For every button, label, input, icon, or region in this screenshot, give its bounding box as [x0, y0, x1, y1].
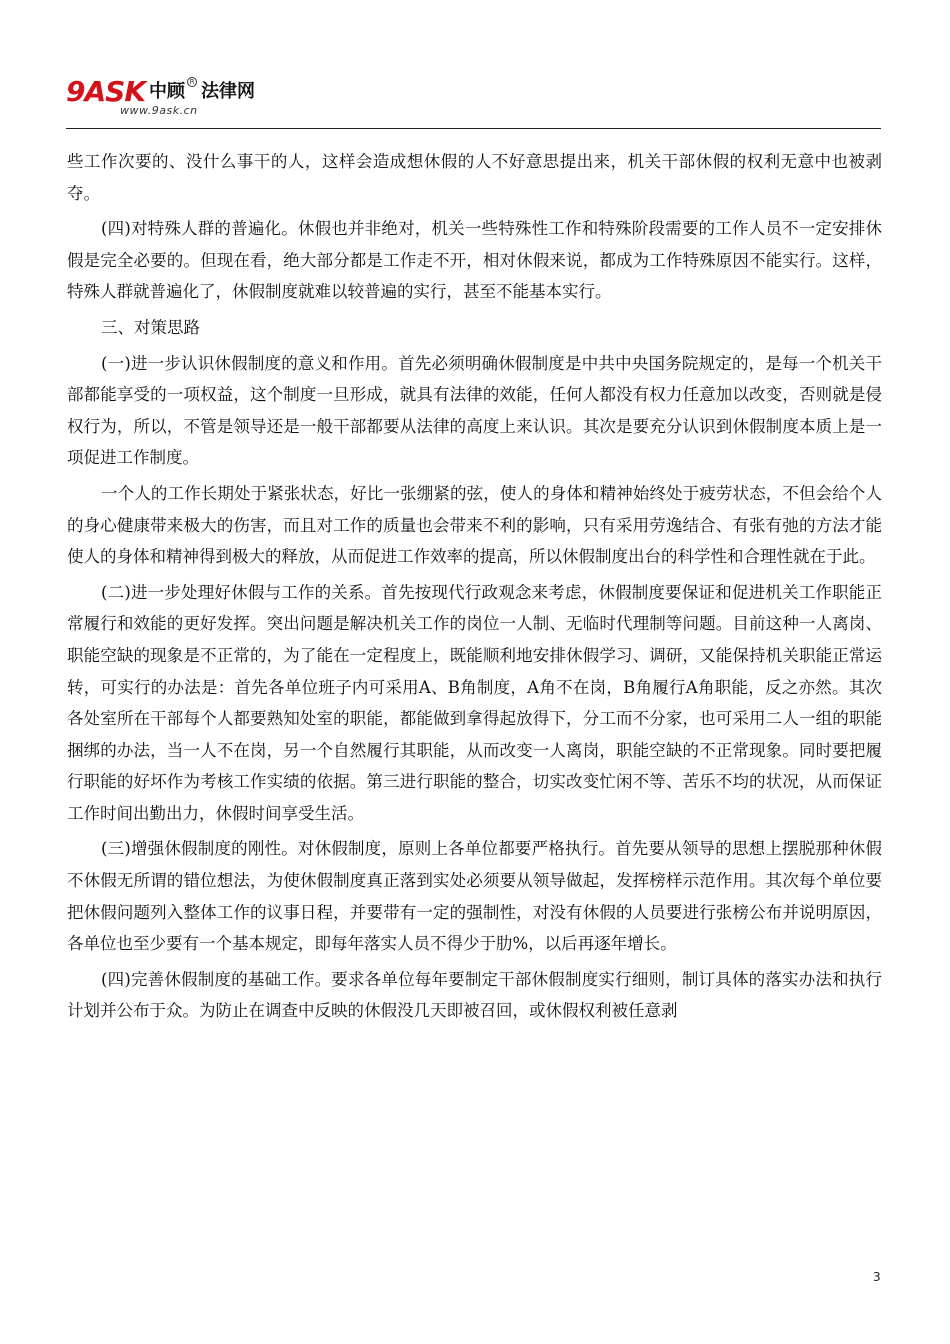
page-header	[66, 72, 880, 132]
document-body	[67, 146, 882, 1031]
page-number: 3	[873, 1270, 881, 1284]
paragraph: (二)进一步处理好休假与工作的关系。首先按现代行政观念来考虑，休假制度要保证和促进机关工作职能正常履行和效能的更好发挥。突出问题是解决机关工作的岗位一人制、无临时代理制等问题。目前这种一人离岗、职能空缺的现象是不正常的，为了能在一定程度上，既能顺利地安排休假学习、调研，又能保持机关职能正常运转，可实行的办法是：首先各单位班子内可采用A、B角制度，A角不在岗，B角履行A角职能，反之亦然。其次各处室所在干部每个人都要熟知处室的职能，都能做到拿得起放得下，分工而不分家，也可采用二人一组的职能捆绑的办法，当一人不在岗，另一个自然履行其职能，从而改变一人离岗，职能空缺的不正常现象。同时要把履行职能的好坏作为考核工作实绩的依据。第三进行职能的整合，切实改变忙闲不等、苦乐不均的状况，从而保证工作时间出勤出力，休假时间享受生活。	[67, 582, 882, 823]
logo-site-name: 法律网	[201, 81, 256, 102]
paragraph: (四)完善休假制度的基础工作。要求各单位每年要制定干部休假制度实行细则，制订具体的落实办法和执行计划并公布于众。为防止在调查中反映的休假没几天即被召回，或休假权利被任意剥	[67, 969, 882, 1021]
paragraph: (四)对特殊人群的普遍化。休假也并非绝对，机关一些特殊性工作和特殊阶段需要的工作人员不一定安排休假是完全必要的。但现在看，绝大部分都是工作走不开，相对休假来说，都成为工作特殊原因不能实行。这样，特殊人群就普遍化了，休假制度就难以较普遍的实行，甚至不能基本实行。	[67, 219, 882, 302]
paragraph: (一)进一步认识休假制度的意义和作用。首先必须明确休假制度是中共中央国务院规定的，是每一个机关干部都能享受的一项权益，这个制度一旦形成，就具有法律的效能，任何人都没有权力任意加以改变，否则就是侵权行为，所以，不管是领导还是一般干部都要从法律的高度上来认识。其次是要充分认识到休假制度本质上是一项促进工作制度。	[67, 353, 882, 468]
logo-mark: 9ASK	[66, 75, 146, 108]
paragraph: 一个人的工作长期处于紧张状态，好比一张绷紧的弦，使人的身体和精神始终处于疲劳状态，不但会给个人的身心健康带来极大的伤害，而且对工作的质量也会带来不利的影响，只有采用劳逸结合、有张有弛的方法才能使人的身体和精神得到极大的释放，从而促进工作效率的提高，所以休假制度出台的科学性和合理性就在于此。	[67, 483, 882, 567]
paragraph-continued: 些工作次要的、没什么事干的人，这样会造成想休假的人不好意思提出来，机关干部休假的权利无意中也被剥夺。	[67, 152, 882, 203]
header-divider	[66, 128, 881, 129]
logo-url[interactable]: www.9ask.cn	[120, 104, 198, 117]
registered-mark-icon: R	[187, 77, 197, 87]
section-heading: 三、对策思路	[101, 317, 200, 337]
logo-brand-name: 中顾	[149, 81, 186, 102]
paragraph: (三)增强休假制度的刚性。对休假制度，原则上各单位都要严格执行。首先要从领导的思想上摆脱那种休假不休假无所谓的错位想法，为使休假制度真正落到实处必须要从领导做起，发挥榜样示范作用。其次每个单位要把休假问题列入整体工作的议事日程，并要带有一定的强制性，对没有休假的人员要进行张榜公布并说明原因，各单位也至少要有一个基本规定，即每年落实人员不得少于肋%，以后再逐年增长。	[67, 839, 882, 954]
